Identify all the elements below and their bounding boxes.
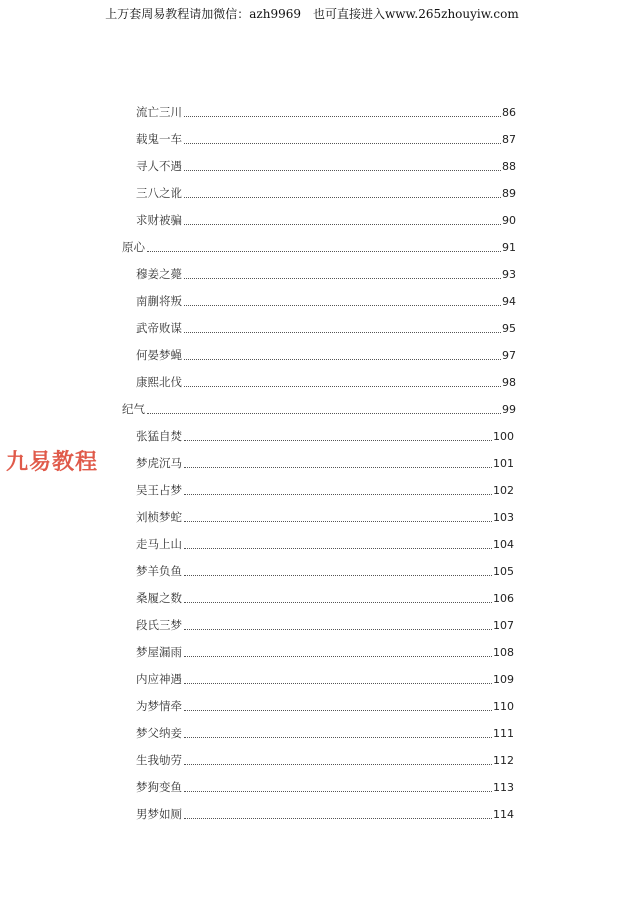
toc-entry-page-number: 90 <box>502 214 516 227</box>
toc-entry[interactable] <box>136 723 514 743</box>
toc-entry-page-number: 114 <box>493 808 514 821</box>
toc-entry-title: 段氏三梦 <box>136 618 182 632</box>
toc-entry[interactable] <box>136 615 514 635</box>
toc-entry[interactable] <box>136 264 516 284</box>
toc-entry-title: 康熙北伐 <box>136 375 182 389</box>
toc-leader-dots <box>184 196 501 198</box>
toc-entry-page-number: 93 <box>502 268 516 281</box>
toc-entry-title: 梦父纳妾 <box>136 726 182 740</box>
toc-leader-dots <box>184 169 501 171</box>
toc-entry-title: 桑履之数 <box>136 591 182 605</box>
toc-entry-page-number: 88 <box>502 160 516 173</box>
toc-entry-page-number: 100 <box>493 430 514 443</box>
toc-entry-title: 生我劬劳 <box>136 753 182 767</box>
toc-entry-page-number: 102 <box>493 484 514 497</box>
toc-entry[interactable] <box>136 426 514 446</box>
toc-entry[interactable] <box>136 642 514 662</box>
toc-entry[interactable] <box>136 102 516 122</box>
toc-entry-page-number: 87 <box>502 133 516 146</box>
toc-entry-title: 寻人不遇 <box>136 159 182 173</box>
toc-leader-dots <box>184 601 492 603</box>
toc-leader-dots <box>184 493 492 495</box>
toc-leader-dots <box>184 817 492 819</box>
toc-entry[interactable] <box>136 345 516 365</box>
toc-leader-dots <box>147 412 501 414</box>
toc-entry[interactable] <box>136 588 514 608</box>
toc-leader-dots <box>184 115 501 117</box>
page-header: 上万套周易教程请加微信：azh9969 也可直接进入www.265zhouyiw.com <box>105 7 519 21</box>
toc-entry[interactable] <box>136 777 514 797</box>
toc-leader-dots <box>184 358 501 360</box>
toc-entry-page-number: 98 <box>502 376 516 389</box>
toc-entry-title: 吴王占梦 <box>136 483 182 497</box>
toc-leader-dots <box>184 736 492 738</box>
toc-entry-page-number: 97 <box>502 349 516 362</box>
toc-entry-page-number: 101 <box>493 457 514 470</box>
toc-leader-dots <box>184 439 492 441</box>
toc-leader-dots <box>184 277 501 279</box>
toc-leader-dots <box>184 520 492 522</box>
toc-entry-title: 男梦如厕 <box>136 807 182 821</box>
toc-leader-dots <box>184 547 492 549</box>
toc-entry-title: 为梦情牵 <box>136 699 182 713</box>
toc-leader-dots <box>184 142 501 144</box>
toc-leader-dots <box>184 655 492 657</box>
toc-leader-dots <box>184 331 501 333</box>
toc-entry[interactable] <box>136 372 516 392</box>
toc-leader-dots <box>147 250 501 252</box>
toc-entry[interactable] <box>136 156 516 176</box>
toc-entry-title: 纪气 <box>122 402 145 416</box>
toc-entry-title: 求财被骗 <box>136 213 182 227</box>
toc-entry-page-number: 108 <box>493 646 514 659</box>
toc-section-entry[interactable] <box>122 399 516 419</box>
toc-entry-title: 原心 <box>122 240 145 254</box>
toc-section-entry[interactable] <box>122 237 516 257</box>
toc-entry[interactable] <box>136 480 514 500</box>
toc-entry-page-number: 110 <box>493 700 514 713</box>
toc-entry-title: 刘桢梦蛇 <box>136 510 182 524</box>
toc-entry-page-number: 91 <box>502 241 516 254</box>
toc-entry-title: 南蒯将叛 <box>136 294 182 308</box>
watermark-text: 九易教程 <box>6 450 99 475</box>
toc-leader-dots <box>184 574 492 576</box>
toc-entry-page-number: 112 <box>493 754 514 767</box>
toc-entry[interactable] <box>136 210 516 230</box>
toc-leader-dots <box>184 385 501 387</box>
toc-leader-dots <box>184 223 501 225</box>
toc-entry[interactable] <box>136 129 516 149</box>
toc-leader-dots <box>184 790 492 792</box>
toc-entry-page-number: 95 <box>502 322 516 335</box>
toc-entry-title: 穆姜之薨 <box>136 267 182 281</box>
toc-entry[interactable] <box>136 669 514 689</box>
toc-entry-page-number: 86 <box>502 106 516 119</box>
toc-entry-page-number: 111 <box>493 727 514 740</box>
toc-entry-title: 梦虎沉马 <box>136 456 182 470</box>
toc-entry-page-number: 99 <box>502 403 516 416</box>
toc-entry-page-number: 94 <box>502 295 516 308</box>
toc-entry-title: 何晏梦蝇 <box>136 348 182 362</box>
toc-entry-title: 梦羊负鱼 <box>136 564 182 578</box>
toc-entry-title: 流亡三川 <box>136 105 182 119</box>
toc-leader-dots <box>184 763 492 765</box>
toc-entry-title: 三八之讹 <box>136 186 182 200</box>
toc-entry[interactable] <box>136 183 516 203</box>
toc-entry[interactable] <box>136 291 516 311</box>
toc-entry-title: 梦狗变鱼 <box>136 780 182 794</box>
toc-entry-title: 走马上山 <box>136 537 182 551</box>
toc-entry[interactable] <box>136 804 514 824</box>
toc-entry[interactable] <box>136 750 514 770</box>
toc-leader-dots <box>184 628 492 630</box>
toc-entry[interactable] <box>136 561 514 581</box>
toc-entry-title: 张猛自焚 <box>136 429 182 443</box>
toc-leader-dots <box>184 709 492 711</box>
toc-entry[interactable] <box>136 696 514 716</box>
toc-entry-page-number: 113 <box>493 781 514 794</box>
toc-entry[interactable] <box>136 453 514 473</box>
toc-entry-title: 武帝败谋 <box>136 321 182 335</box>
toc-leader-dots <box>184 466 492 468</box>
toc-entry[interactable] <box>136 534 514 554</box>
toc-entry-title: 内应神遇 <box>136 672 182 686</box>
toc-entry-title: 载鬼一车 <box>136 132 182 146</box>
toc-leader-dots <box>184 682 492 684</box>
toc-entry-title: 梦屋漏雨 <box>136 645 182 659</box>
toc-entry-page-number: 103 <box>493 511 514 524</box>
toc-entry-page-number: 104 <box>493 538 514 551</box>
toc-entry-page-number: 105 <box>493 565 514 578</box>
toc-entry-page-number: 109 <box>493 673 514 686</box>
toc-entry-page-number: 107 <box>493 619 514 632</box>
toc-leader-dots <box>184 304 501 306</box>
toc-entry-page-number: 89 <box>502 187 516 200</box>
toc-entry-page-number: 106 <box>493 592 514 605</box>
toc-entry[interactable] <box>136 507 514 527</box>
toc-entry[interactable] <box>136 318 516 338</box>
